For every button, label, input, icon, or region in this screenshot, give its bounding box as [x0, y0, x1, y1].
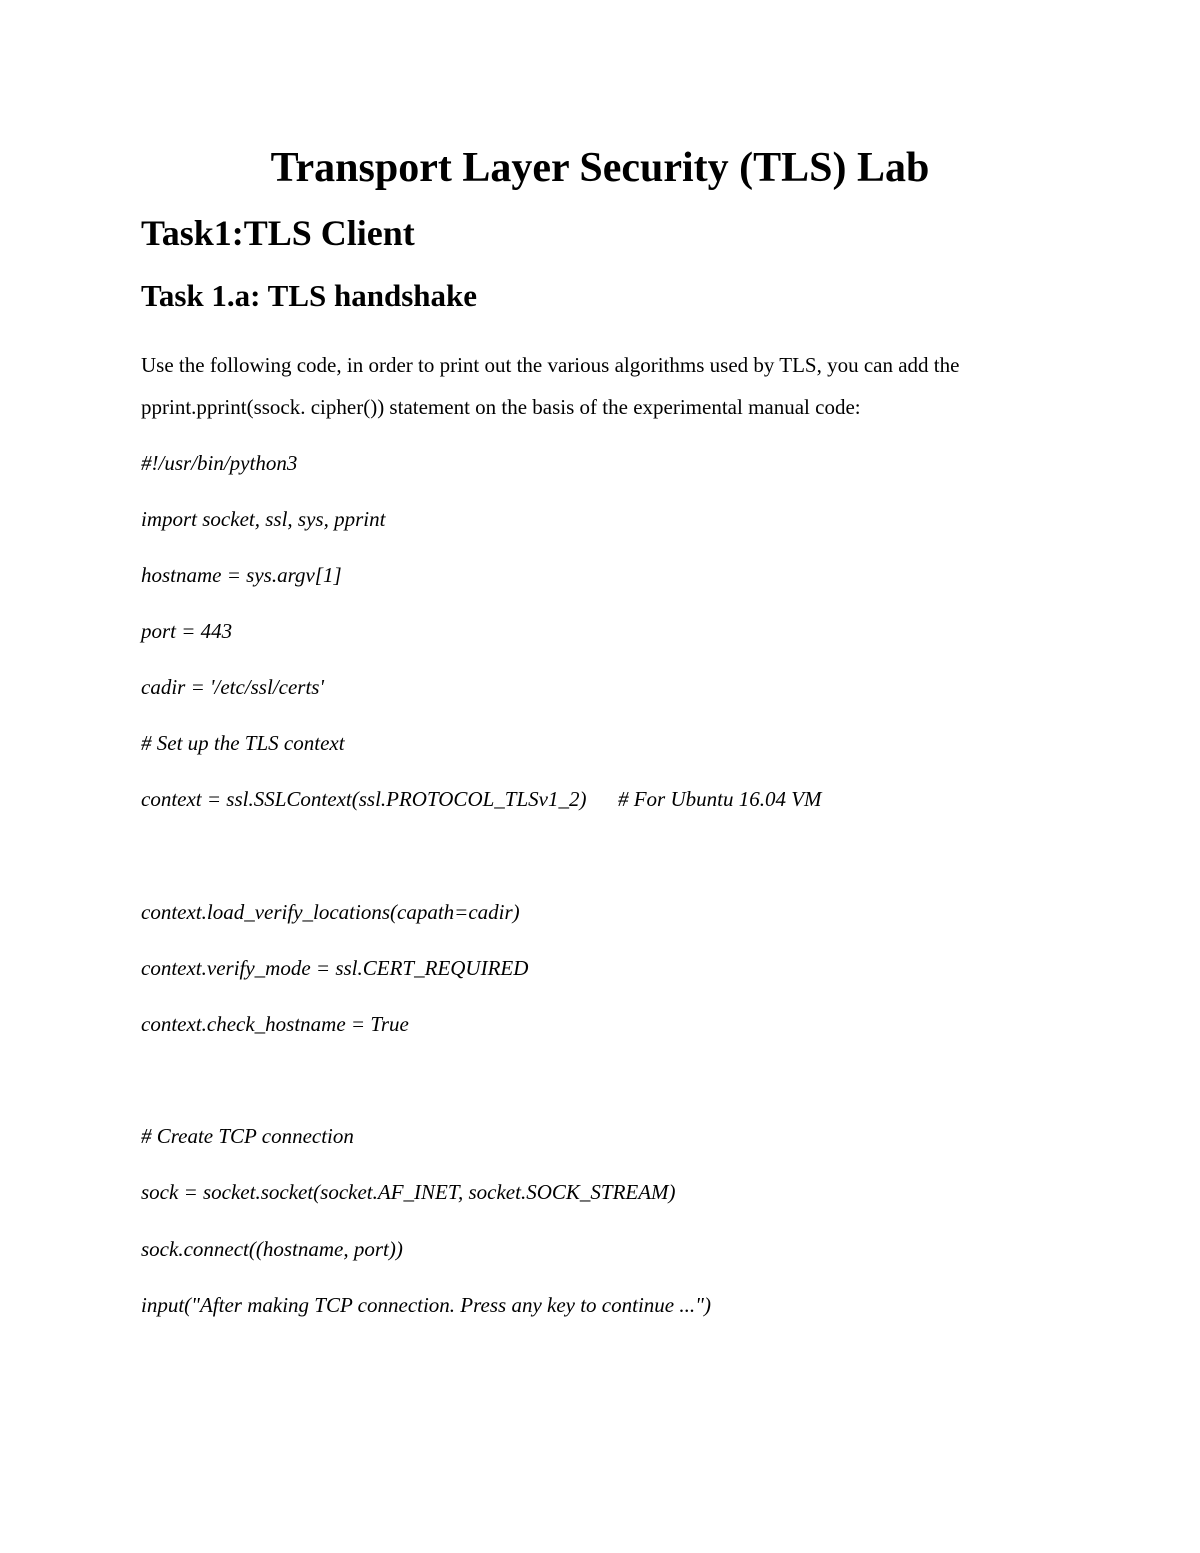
code-line: context.check_hostname = True — [141, 1012, 409, 1036]
code-line: hostname = sys.argv[1] — [141, 563, 342, 587]
code-comment-line: # Create TCP connection — [141, 1124, 354, 1148]
subsection-heading: Task 1.a: TLS handshake — [141, 278, 478, 313]
intro-paragraph-line-1: Use the following code, in order to print out the various algorithms used by TLS, you can add the — [141, 353, 960, 377]
section-heading: Task1:TLS Client — [141, 213, 415, 253]
document-title: Transport Layer Security (TLS) Lab — [270, 145, 930, 191]
code-line: #!/usr/bin/python3 — [141, 451, 298, 475]
code-comment-line: # Set up the TLS context — [141, 731, 345, 755]
code-line: sock = socket.socket(socket.AF_INET, socket.SOCK_STREAM) — [141, 1180, 676, 1204]
code-line: context.load_verify_locations(capath=cadir) — [141, 900, 520, 924]
code-line: context.verify_mode = ssl.CERT_REQUIRED — [141, 956, 529, 980]
code-line: cadir = '/etc/ssl/certs' — [141, 675, 324, 699]
code-line: context = ssl.SSLContext(ssl.PROTOCOL_TLSv1_2) # For Ubuntu 16.04 VM — [141, 787, 822, 811]
code-line: input("After making TCP connection. Press any key to continue ...") — [141, 1293, 711, 1317]
code-line: sock.connect((hostname, port)) — [141, 1237, 403, 1261]
intro-paragraph-line-2: pprint.pprint(ssock. cipher()) statement on the basis of the experimental manual code: — [141, 395, 861, 419]
code-line: port = 443 — [141, 619, 233, 643]
code-line: import socket, ssl, sys, pprint — [141, 507, 386, 531]
